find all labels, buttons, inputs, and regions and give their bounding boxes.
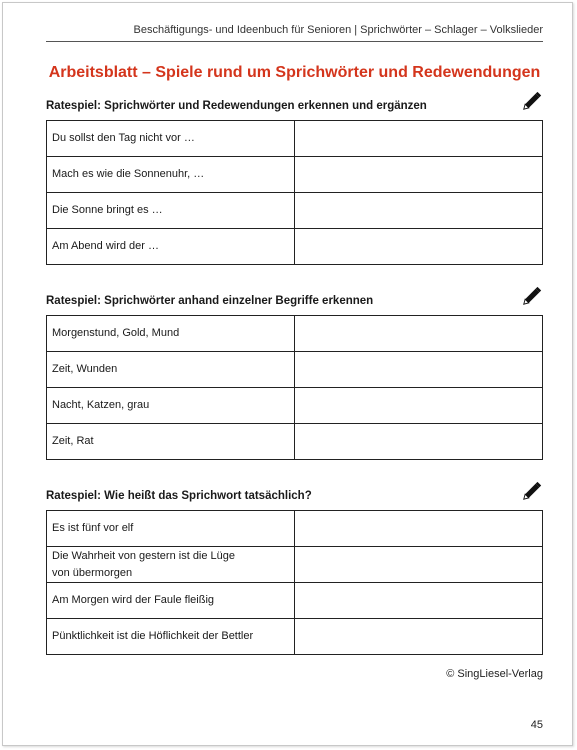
prompt-cell: Die Wahrheit von gestern ist die Lüge von übermorgen	[47, 547, 295, 583]
table-row	[47, 583, 543, 619]
answer-cell[interactable]	[295, 511, 543, 547]
header-divider	[46, 41, 543, 42]
table-row	[47, 511, 543, 547]
table-row	[47, 547, 543, 583]
answer-table	[46, 120, 543, 265]
table-row	[47, 424, 543, 460]
prompt-cell: Die Sonne bringt es …	[47, 193, 295, 229]
answer-cell[interactable]	[295, 424, 543, 460]
table-row	[47, 157, 543, 193]
table-row	[47, 316, 543, 352]
pencil-icon	[521, 285, 543, 307]
answer-cell[interactable]	[295, 193, 543, 229]
table-row	[47, 388, 543, 424]
answer-cell[interactable]	[295, 157, 543, 193]
prompt-cell: Morgenstund, Gold, Mund	[47, 316, 295, 352]
pencil-icon	[521, 480, 543, 502]
page-number: 45	[530, 719, 543, 731]
answer-cell[interactable]	[295, 547, 543, 583]
prompt-cell: Es ist fünf vor elf	[47, 511, 295, 547]
table-row	[47, 352, 543, 388]
table-row	[47, 229, 543, 265]
answer-cell[interactable]	[295, 121, 543, 157]
pencil-icon	[521, 90, 543, 112]
answer-table	[46, 315, 543, 460]
prompt-cell: Zeit, Rat	[47, 424, 295, 460]
table-row	[47, 193, 543, 229]
copyright-notice: © SingLiesel-Verlag	[446, 668, 543, 680]
answer-cell[interactable]	[295, 388, 543, 424]
table-row	[47, 121, 543, 157]
prompt-cell: Pünktlichkeit ist die Höflichkeit der Bettler	[47, 619, 295, 655]
running-header: Beschäftigungs- und Ideenbuch für Senioren | Sprichwörter – Schlager – Volkslieder	[133, 24, 543, 36]
prompt-cell: Nacht, Katzen, grau	[47, 388, 295, 424]
prompt-cell: Du sollst den Tag nicht vor …	[47, 121, 295, 157]
prompt-cell: Am Morgen wird der Faule fleißig	[47, 583, 295, 619]
answer-table	[46, 510, 543, 655]
prompt-cell: Mach es wie die Sonnenuhr, …	[47, 157, 295, 193]
answer-cell[interactable]	[295, 619, 543, 655]
answer-cell[interactable]	[295, 229, 543, 265]
section-heading: Ratespiel: Wie heißt das Sprichwort tatsächlich?	[46, 490, 312, 502]
worksheet-title: Arbeitsblatt – Spiele rund um Sprichwörter und Redewendungen	[48, 64, 541, 81]
prompt-cell: Am Abend wird der …	[47, 229, 295, 265]
table-row	[47, 619, 543, 655]
answer-cell[interactable]	[295, 352, 543, 388]
section-heading: Ratespiel: Sprichwörter und Redewendungen erkennen und ergänzen	[46, 100, 427, 112]
prompt-cell: Zeit, Wunden	[47, 352, 295, 388]
answer-cell[interactable]	[295, 316, 543, 352]
section-heading: Ratespiel: Sprichwörter anhand einzelner Begriffe erkennen	[46, 295, 374, 307]
answer-cell[interactable]	[295, 583, 543, 619]
